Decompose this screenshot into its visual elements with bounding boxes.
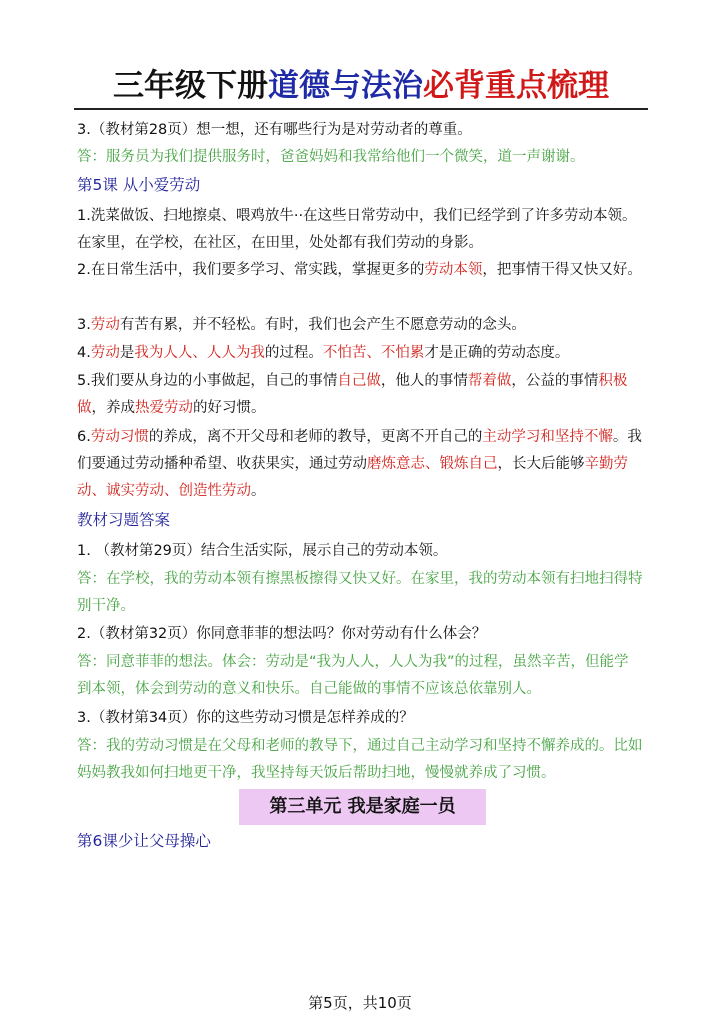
text-span: ，养成 bbox=[91, 400, 135, 416]
text-span: 的过程。 bbox=[264, 345, 323, 361]
highlight-text: 不怕苦、不怕累 bbox=[322, 345, 425, 361]
highlight-text: 劳动 bbox=[90, 345, 120, 361]
q3-question: 3.（教材第28页）想一想，还有哪些行为是对劳动者的尊重。 bbox=[77, 122, 472, 138]
highlight-text: 热爱劳动 bbox=[135, 400, 193, 416]
exercise-1-answer: 答：在学校，我的劳动本领有擦黑板擦得又快又好。在家里，我的劳动本领有扫地扫得特别干净。 bbox=[77, 571, 643, 614]
lesson5-point-5 bbox=[77, 368, 643, 422]
lesson5-point-4 bbox=[77, 340, 643, 367]
text-span: 的好习惯。 bbox=[193, 400, 266, 416]
highlight-text: 劳动 bbox=[90, 317, 120, 333]
text-span: 。我们要通过劳动播种希望、收获果实，通过劳动 bbox=[77, 429, 642, 472]
highlight-text: 帮着做 bbox=[467, 373, 512, 389]
header-subject: 道德与法治 bbox=[268, 68, 423, 104]
text-span: 有苦有累，并不轻松。有时，我们也会产生不愿意劳动的念头。 bbox=[119, 317, 526, 333]
text-span: 才是正确的劳动态度。 bbox=[424, 345, 570, 361]
text-span: ，把事情干得又快又好。 bbox=[482, 262, 642, 278]
lesson5-point-2 bbox=[77, 257, 643, 284]
text-span: ，长大后能够 bbox=[497, 456, 585, 472]
page-number: 第5页，共10页 bbox=[308, 994, 412, 1012]
page-header bbox=[74, 64, 648, 110]
text-span: 5.我们要从身边的小事做起，自己的事情 bbox=[77, 373, 338, 389]
q3-answer: 答：服务员为我们提供服务时，爸爸妈妈和我常给他们一个微笑，道一声谢谢。 bbox=[77, 149, 585, 165]
highlight-text: 自己做 bbox=[337, 373, 381, 389]
highlight-text: 劳动本领 bbox=[424, 262, 483, 278]
text-span: 2.在日常生活中，我们要多学习、常实践，掌握更多的 bbox=[77, 262, 425, 278]
unit-3-heading: 第三单元 我是家庭一员 bbox=[239, 789, 486, 825]
highlight-text: 积极做 bbox=[77, 373, 628, 416]
highlight-text: 我为人人、人人为我 bbox=[134, 345, 265, 361]
highlight-text: 主动学习和坚持不懈 bbox=[482, 429, 613, 445]
lesson5-title: 第5课 从小爱劳动 bbox=[77, 176, 201, 194]
exercise-3-question: 3.（教材第34页）你的这些劳动习惯是怎样养成的？ bbox=[77, 710, 414, 726]
text-span: 是 bbox=[119, 345, 135, 361]
text-span: 的养成，离不开父母和老师的教导，更离不开自己的 bbox=[148, 429, 483, 445]
lesson5-point-3 bbox=[77, 312, 643, 339]
lesson6-title: 第6课少让父母操心 bbox=[77, 832, 211, 850]
exercise-1-question: 1. （教材第29页）结合生活实际，展示自己的劳动本领。 bbox=[77, 543, 448, 559]
lesson5-point-1: 1.洗菜做饭、扫地擦桌、喂鸡放牛··在这些日常劳动中，我们已经学到了许多劳动本领。在家里，在学校，在社区，在田里，处处都有我们劳动的身影。 bbox=[77, 208, 637, 251]
exercise-2-question: 2.（教材第32页）你同意菲菲的想法吗？你对劳动有什么体会？ bbox=[77, 626, 487, 642]
header-grade: 三年级下册 bbox=[113, 68, 268, 104]
highlight-text: 辛勤劳动、诚实劳动、创造性劳动 bbox=[77, 456, 628, 499]
text-span: 6. bbox=[77, 429, 91, 445]
text-span: ，他人的事情 bbox=[380, 373, 468, 389]
text-span: 4. bbox=[77, 345, 91, 361]
exercise-3-answer: 答：我的劳动习惯是在父母和老师的教导下，通过自己主动学习和坚持不懈养成的。比如妈妈教我如何扫地更干净，我坚持每天饭后帮助扫地，慢慢就养成了习惯。 bbox=[77, 738, 643, 781]
text-span: ，公益的事情 bbox=[511, 373, 599, 389]
lesson5-point-6 bbox=[77, 424, 643, 505]
exercises-title: 教材习题答案 bbox=[77, 511, 171, 529]
exercise-2-answer: 答：同意菲菲的想法。体会：劳动是“我为人人，人人为我”的过程，虽然辛苦，但能学到本领，体会到劳动的意义和快乐。自己能做的事情不应该总依靠别人。 bbox=[77, 654, 629, 697]
header-topic: 必背重点梳理 bbox=[423, 68, 609, 104]
text-span: 。 bbox=[251, 483, 266, 499]
highlight-text: 劳动习惯 bbox=[90, 429, 149, 445]
text-span: 3. bbox=[77, 317, 91, 333]
highlight-text: 磨炼意志、锻炼自己 bbox=[367, 456, 498, 472]
